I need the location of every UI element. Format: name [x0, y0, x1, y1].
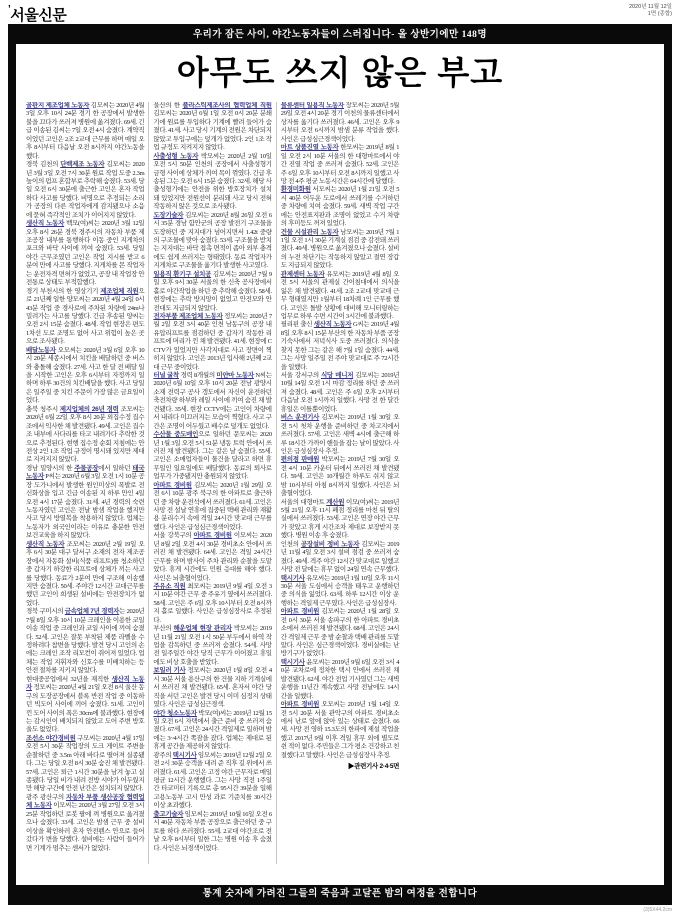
obituary-lead: 건물 시설관리 노동자	[280, 228, 339, 236]
obituary-entry: 도장기술자 김모씨는 2020년 8월 26일 오전 6시 35분 경남 함안군의 공장 발전기 구조물을 도장하던 중 지지대가 넘어지면서 1.42t 중량의 구조물에 맞아 숨졌다. 53세. 구조물을 받치는 지지대는 바닥 접촉 면적이 좁아 외부 충격에도 쉽게 쓰러지는 형태였다. 동료 작업자가 지게차로 구조물을 옮기다 발생한 사고였다.	[153, 211, 272, 270]
obituary-entry: 배달노동자 오모씨는 2020년 3월 6일 오후 10시 20분 세종시에서 치킨을 배달하던 중 버스와 충돌해 숨졌다. 27세. 사고 한 달 전 배달 일을 시작한 고인은 오후 6시부터 자정까지 일하며 하루 30건의 치킨배달을 했다. 사고 당일은 일주일 중 치킨 주문이 가장 많은 금요일이었다.	[26, 346, 145, 405]
obituary-lead: 일용직 환기구 설치공	[153, 270, 212, 278]
obituary-entry: 서울 강서구의 식당 매니저 김모씨는 2019년 10월 14일 오전 1시 마감 정리를 하던 중 쓰러져 숨졌다. 48세. 고인은 주 6일 오후 2시부터 다음날 오전 1시까지 일했다. 사망 전 한 달간 휴일은 이틀뿐이었다.	[280, 372, 400, 413]
obituary-entry: 관제센터 노동자 유모씨는 2019년 4월 8일 오전 5시 서울의 관제실 간이침대에서 의식을 잃은 채 발견됐다. 41세. 2조 2교대 맞교대 근무 형태였지만 1월부터 18차례 1인 근무를 했다. 고인은 돌발 상황에 대비해 모니터링하는 업무로 하루 수면 시간이 3시간에 불과했다.	[280, 270, 400, 320]
obituary-entry: 택시기사 윤모씨는 2019년 9월 6일 오전 3시 40분 교차로에 정차한 택시 안에서 쓰러진 채 발견됐다. 62세. 야간 전업 기사였던 그는 새벽 운행을 11년간 계속했고 사망 전날에도 14시간을 일했다.	[280, 658, 400, 700]
obituary-lead: 조선소 야간경비원	[26, 734, 76, 742]
obituary-lead: 편의점 판매원	[280, 456, 320, 464]
obituary-entry: 현대중공업에서 32년을 재직한 생산직 노동자 정모씨는 2020년 4월 21일 오전 8시 울산 동구의 도장공장에서 블록 반전 작업 중 이동하던 빅도어 사이에 끼어 숨졌다. 51세. 고인이 낀 도어 사이의 폭은 30cm에 불과했다. 현장에는 감시인이 배치되지 않았고 도어 주변 방호울도 없었다.	[26, 675, 145, 734]
obituary-lead: 아파트 경비원	[280, 608, 320, 616]
obituary-lead: 아파트 경비원	[153, 481, 192, 489]
obituary-lead: 태국 노동자	[26, 464, 145, 481]
obituary-lead: 생산직 노동자	[26, 540, 65, 548]
obituary-lead: 버스 운전기사	[280, 414, 320, 422]
obituary-lead: 제조업체 직원	[100, 287, 139, 295]
obituary-entry: 야간 청소노동자 박모(여)씨는 2019년 12월 15일 오전 6시 자택에서 출근 준비 중 쓰러져 숨졌다. 67세. 고인은 24시간 격일제로 일하며 밤에는 3~4시간 쪽잠을 잤다. 업체는 제대로 된 휴게 공간을 제공하지 않았다.	[153, 709, 272, 751]
obituary-lead: 골판지 제조업체 노동자	[26, 102, 90, 109]
obituary-entry: 아파트 경비원 김모씨는 2020년 1월 28일 오전 0시 30분 서울 송파구의 한 아파트 경비초소에서 쓰러진 채 발견됐다. 68세. 고인은 24시간 격일제 근무 중 밤 순찰과 택배 관리를 도맡았다. 사인은 심근경색이었다. 경비실에는 난방기구가 없었다.	[280, 608, 400, 658]
obituary-lead: 미얀마 노동자	[216, 372, 254, 379]
obituary-entry: 광주의 택시기사 임모씨는 2019년 12월 2일 오전 2시 30분 승객을 내려 준 직후 길 위에서 쓰러졌다. 61세. 고인은 고정 야간 근무자로 매일 평균 12시간 운행했다. 그는 사망 직전 1주일간 타코미터 기록으로 총 95시간 39분을 일해 고용노동부 고시 만성 과로 기준치를 30시간 이상 초과했다.	[153, 751, 272, 810]
obituary-entry: 아파트 경비원 김모씨는 2020년 1월 29일 오전 6시 10분 광주 북구의 한 아파트로 출근하던 중 차량 운전석에서 쓰러졌다. 61세. 고인은 사망 전 설날 연휴에 집중된 택배 관리와 재활용 분리수거 속에 격일 24시간 맞교대 근무를 했다. 사인은 급성심근경색이었다.	[153, 481, 272, 531]
obituary-lead: 물류센터 일용직 노동자	[280, 102, 344, 109]
obituary-entry: 경북 김천의 단백제조 노동자 김모씨는 2020년 3월 3일 오전 7시 30분 원료 작업 도중 2.3m 높이의 펌프 혼합부로 추락해 숨졌다. 53세. 당일 오전 6시 30분에 출근한 고인은 혼자 작업하다 사고를 당했다. 비명으로 추정되는 소리가 공장의 다른 작업자에게 감지됐으나 소음에 묻혀 즉각적인 조치가 이어지지 않았다.	[26, 161, 145, 219]
obituary-lead: 주물공장	[74, 464, 99, 472]
obituary-entry: 서울의 대형마트 계산원 이모(여)씨는 2019년 5월 21일 오후 11시 폐점 정리를 마친 뒤 탈의실에서 쓰러졌다. 53세. 고인은 연장 야간 근무가 잦았고 휴게 시간조차 제대로 보장받지 못했다. 병원 이송 후 숨졌다.	[280, 498, 400, 540]
obituary-lead: 플라스틱제조사의 협력업체 직원	[182, 102, 272, 109]
obituary-lead: 관제센터 노동자	[280, 270, 325, 278]
obituary-lead: 전자부품 제조업체 노동자	[153, 312, 223, 320]
obituary-entry: 보일러 기사 정모씨는 2020년 1월 8일 오전 4시 30분 서울 용산구의 한 건물 지하 기계실에서 쓰러진 채 발견됐다. 65세. 혼자서 야간 당직을 서던 고인은 발견 당시 이미 심정지 상태였다. 사인은 급성심근경색.	[153, 667, 272, 709]
article-body	[26, 102, 654, 864]
obituary-lead: 도장기술자	[153, 211, 184, 219]
obituary-lead: 제지업체의 26년 경력	[59, 405, 119, 413]
print-size-note: (3)5X44.2cm	[643, 907, 672, 913]
top-banner: 우리가 잠든 사이, 야간노동자들이 스러집니다- 올 상반기에만 148명	[192, 30, 488, 40]
obituary-entry: 울산의 한 플라스틱제조사의 협력업체 직원 김모씨는 2020년 6월 1일 오전 0시 20분 분쇄기에 원료를 투입하다 기계에 빨려 들어가 숨졌다. 41세. 사고 당시 기계의 전원은 차단되지 않았고 투입구에는 덮개가 없었다. 2인 1조 작업 규정도 지켜지지 않았다.	[153, 102, 272, 152]
obituary-entry: 출고기술자 임모씨는 2019년 10월 16일 오전 6시 40분 자동차 부품 공장으로 출근하던 중 구토를 하다 쓰러졌다. 55세. 2교대 야간조로 전날 오후 8시부터 일한 그는 병원 이송 후 숨졌다. 사인은 뇌경색이었다.	[153, 810, 272, 852]
obituary-lead: 주유소 직원	[153, 582, 186, 590]
edition-info	[629, 4, 672, 18]
obituary-lead: 생산직 노동자	[26, 220, 65, 228]
obituary-entry: 편의점 판매원 박모씨는 2019년 7월 30일 오전 4시 10분 카운터 뒤에서 쓰러진 채 발견됐다. 59세. 고인은 10개월간 하루도 쉬지 않고 밤 10시부터 아침 8시까지 일했다. 사인은 뇌출혈이었다.	[280, 456, 400, 498]
obituary-lead: 식당 매니저	[320, 372, 354, 379]
obituary-entry: 경기 부천시의 한 영상기기 제조업체 직원으로 21년째 일한 양모씨는 2020년 4월 24일 0시 43분 작업 중 경사로에 주차된 차량에 24m나 밀려가는 사고를 당했다. 긴급 후송된 양씨는 오전 2시 15분 숨졌다. 48세. 작업 현장은 편도 1차선 도로 조명도 없어 사고 위험이 높은 곳으로 조사됐다.	[26, 287, 145, 346]
obituary-entry: 아파트 경비원 오모씨는 2019년 1월 14일 오전 5시 20분 서울 관악구의 아파트 경비초소에서 난로 앞에 앉아 있는 상태로 숨졌다. 66세. 사망 전 영하 15.3도의 한파에 제설 작업을 했고 2017년 9월 이후 격일 휴무 외에 별도로 쉰 적이 없다. 주민들은 그가 평소 건강하고 친절했다고 말했다. 사인은 급성심장사 추정.	[280, 701, 400, 759]
obituary-entry: 수산물 중도매인으로 일하던 문모씨는 2020년 1월 3일 오전 5시 51분 냉동 트럭 안에서 쓰러진 채 발견됐다. 그는 같은 날 숨졌다. 55세. 고인은 소매업자들이 물건을 달라고 하면 휴무일인 일요일에도 배달했다. 동료의 퇴사로 업무가 가중됐지만 충원되지 않았다.	[153, 431, 272, 481]
obituary-lead: 환경미화원	[280, 186, 311, 194]
obituary-lead: 마트 상품진열 노동자	[280, 144, 339, 152]
obituary-entry: 필리핀 출신 생산직 노동자 G씨는 2019년 4월 8일 오후 8시 15분 부산의 한 자동차 부품 공장 기숙사에서 저녁식사 도중 쓰러졌다. 의식을 찾지 못한 그는 같은 해 7월 1일 숨졌다. 44세. 그는 사망 일주일 전 주야 맞교대로 주 72시간을 일했다.	[280, 321, 400, 371]
obituary-lead: 아파트 경비원	[193, 532, 232, 540]
obituary-lead: 계산원	[326, 498, 345, 506]
obituary-lead: 택시기사	[280, 574, 305, 582]
obituary-entry: 서울 강북구의 아파트 경비원 이모씨는 2020년 8월 2일 오전 4시 30분 경비초소 안에서 쓰러진 채 발견됐다. 64세. 고인은 격일 24시간 근무를 하며 밤사이 주차 관리와 순찰을 도맡았다. 휴게 시간에도 민원 응대를 해야 했다. 사인은 뇌출혈이었다.	[153, 532, 272, 582]
obituary-entry: 건물 시설관리 노동자 남모씨는 2019년 7월 11일 오전 1시 30분 기계실 점검 중 감전돼 쓰러졌다. 49세. 병원으로 옮겨졌으나 숨졌다. 설비의 누전 차단기는 작동하지 않았고 절연 장갑도 지급되지 않았다.	[280, 228, 400, 270]
obituary-entry: 일용직 환기구 설치공 김모씨는 2020년 7월 9일 오후 9시 30분 서울의 한 신축 공사장에서 홀로 야간작업을 하던 중 추락해 숨졌다. 58세. 현장에는 추락 방지망이 없었고 안전모와 안전대도 지급되지 않았다.	[153, 270, 272, 312]
obituary-entry: 전자부품 제조업체 노동자 정모씨는 2020년 7월 2일 오전 3시 40분 인천 남동구의 공장 내 유압리프트를 점검하던 중 갑자기 작동한 리프트에 머리가 낀 채 발견됐다. 41세. 현장에 CCTV가 있었지만 사각지대로 사고 장면이 찍히지 않았다. 고인은 2013년 입사해 2년째 2교대 근무 중이었다.	[153, 312, 272, 371]
related-articles-note: ▶관련기사 2·4·5면	[347, 763, 400, 771]
masthead	[8, 4, 672, 22]
obituary-entry: 경남 밀양시의 한 주물공장에서 일하던 태국 노동자 P씨는 2020년 6월 3일 오전 1시 10분 공장 도가니에서 발생한 원인미상의 폭발로 전신화상을 입고 긴급 이송된 지 하루 만인 4일 오전 4시 17분 숨졌다. 31세. 4년 경력의 숙련노동자였던 고인은 전날 밤샘 작업을 했지만 사고 당시 방열복을 착용하지 않았다. 업체는 노동자가 외국인이라는 이유로 충분한 안전보건교육을 하지 않았다.	[26, 464, 145, 540]
obituary-entry: 골판지 제조업체 노동자 김모씨는 2020년 4월 3일 오후 10시 24분 경기 한 공장에서 발생한 불을 끄다가 쓰러져 병원에 옮겨졌다. 69세. 긴급 이송된 김씨는 7일 오전 4시 숨졌다. 계약직이었던 고인은 2조 2교대 근무를 하며 매일 오후 8시부터 다음날 오전 8시까지 야간노동을 했다.	[26, 102, 145, 160]
obituary-lead: 터널 굴착	[153, 372, 179, 379]
obituary-lead: 사출성형 노동자	[153, 152, 199, 160]
obituary-entry: 터널 굴착 경력 8개월의 미얀마 노동자 N씨는 2020년 6월 10일 오후 10시 20분 전남 광양시 소재 전력구 공사 갱도에서 자신이 운전하던 축전차량 하부와 레일 사이에 끼여 숨진 채 발견됐다. 35세. 현장 CCTV에는 고인이 차량에서 내리다 미끄러지는 모습이 찍혔다. 사고 구간은 조명이 어두웠고 배수로 덮개도 없었다.	[153, 372, 272, 430]
obituary-entry: 인천의 공장설비 정비 노동자 김모씨는 2019년 11월 4일 오전 3시 설비 점검 중 쓰러져 숨졌다. 49세. 격주 야간 12시간 맞교대로 일했고 사망 전 달에는 휴무 없이 24일 연속 근무했다.	[280, 540, 400, 574]
obituary-entry: 마트 상품진열 노동자 한모씨는 2019년 8월 1일 오전 2시 10분 서울의 한 대형마트에서 야간 진열 작업 중 쓰러져 숨졌다. 52세. 고인은 주 6일 오후 10시부터 오전 8시까지 일했고 사망 전 4주 평균 노동시간은 64시간에 달했다.	[280, 144, 400, 185]
obituary-lead: 해운업체 현장 관리자	[173, 625, 232, 633]
obituary-lead: 배달노동자	[26, 346, 56, 354]
obituary-entry: 버스 운전기사 김모씨는 2019년 1월 30일 오전 5시 첫차 운행을 준비하던 중 차고지에서 쓰러졌다. 57세. 고인은 새벽 4시에 출근해 하루 18시간 가까이 핸들을 잡는 날이 많았다. 사인은 급성심장사 추정.	[280, 414, 400, 455]
article-frame	[8, 24, 672, 905]
newspaper-logo: ’서울신문	[8, 4, 67, 24]
obituary-entry: 생산직 노동자 조모씨는 2020년 2월 19일 오후 6시 30분 대구 달서구 소재의 전자 제조공장에서 자동화 설비(식품 리프트)를 청소하던 중 갑자기 하강한 리프트에 상체가 끼는 사고를 당했다. 동료가 2분여 만에 구조해 이송했지만 숨졌다. 50세. 주야간 12시간 교대근무를 했던 고인이 희생된 설비에는 안전장치가 없었다.	[26, 540, 145, 607]
obituary-lead: 생산직 노동자	[313, 321, 352, 329]
edition-page: 1면 (종합)	[647, 11, 672, 17]
obituary-lead: 단백제조 노동자	[60, 161, 105, 169]
obituary-entry: 조선소 야간경비원 구모씨는 2020년 4월 17일 오전 5시 30분 작업장의 도크 게이트 주변을 순찰하던 중 3.5m 아래 바다로 떨어져 실종됐다. 그는 당일 오전 8시 30분 숨진 채 발견됐다. 57세. 고인은 퇴근 1시간 30분을 남겨 놓고 실종됐다. 당일 비가 내려 전방 시야가 어두웠지만 해당 구간에 안전 난간은 설치되지 않았다.	[26, 734, 145, 793]
edition-date: 2020년 11월 12일	[628, 4, 672, 10]
obituary-entry: 광주 광산구의 자동차 부품 생산공장 협력업체 노동자 이모씨는 2020년 3월 27일 오전 3시 25분 작업하던 로봇 팔에 껴 병원으로 옮겨졌으나 숨졌다. 33세. 고인은 밤샘 근무 중 설비 이상을 확인하러 혼자 안전펜스 안으로 들어갔다가 변을 당했다. 설비에는 사람이 들어가면 기계가 멈추는 센서가 없었다.	[26, 793, 145, 852]
obituary-entry: 물류센터 일용직 노동자 장모씨는 2020년 5월 29일 오전 4시 20분 경기 이천의 물류센터에서 상자를 옮기다 쓰러졌다. 46세. 고인은 오후 9시부터 오전 6시까지 밤샘 분류 작업을 했다. 사인은 급성심근경색이었다.	[280, 102, 400, 143]
article-inner	[16, 44, 664, 885]
obituary-lead: 출고기술자	[153, 810, 184, 818]
page-title: 아무도 쓰지 않은 부고	[176, 54, 504, 91]
obituary-lead: 생산직 노동자	[26, 675, 145, 692]
logo-tick-icon: ’	[8, 4, 11, 15]
obituary-lead: 공장설비 정비 노동자	[300, 540, 360, 548]
obituary-entry: 주유소 직원 최모씨는 2019년 9월 4일 오전 3시 10분 야간 근무 중 주유기 옆에서 쓰러졌다. 58세. 고인은 주 6일 오후 10시부터 오전 8시까지 홀로 일했다. 사인은 급성심장사로 추정된다.	[153, 582, 272, 624]
obituary-entry: 경북 구미시의 금속업체 7년 경력자는 2020년 7월 8일 오후 10시 10분 크레인을 이용한 코일 이송 작업 중 크레인과 코일 사이에 끼여 숨졌다. 52세. 고인은 잘못 부착된 제품 라벨을 수정하려다 참변을 당했다. 발견 당시 고인의 손에는 크레인 조작 리모컨이 쥐어져 있었다. 업체는 작업 지휘자와 신호수를 미배치하는 등 안전 절차를 지키지 않았다.	[26, 608, 145, 675]
obituary-lead: 택시기사	[172, 751, 197, 759]
obituary-entry: 부산의 해운업체 현장 관리자 박모씨는 2019년 11월 21일 오전 1시 50분 부두에서 하역 작업을 감독하던 중 쓰러져 숨졌다. 54세. 사망 전 일주일간 야간 당직 근무가 이어졌고 휴일에도 비상 호출을 받았다.	[153, 625, 272, 666]
obituary-lead: 아파트 경비원	[280, 701, 320, 709]
obituary-lead: 자동차 부품 생산공장 협력업체 노동자	[26, 793, 145, 810]
bottom-banner: 통계 숫자에 가려진 그들의 죽음과 고달픈 밤의 여정을 전합니다	[202, 889, 478, 899]
obituary-lead: 금속업체 7년 경력자	[64, 608, 120, 616]
obituary-lead: 보일러 기사	[153, 667, 186, 675]
obituary-entry: 사출성형 노동자 박모씨는 2020년 2월 10일 오전 5시 50분 인천의 공장에서 사출성형기 금형 사이에 상체가 끼여 목이 꺾였다. 긴급 후송된 그는 오전 6시 15분 숨졌다. 32세. 해당 사출성형기에는 안전을 위한 방호장치가 설치돼 있었지만 전원선이 분리돼 사고 당시 전혀 작동하지 않은 것으로 조사됐다.	[153, 152, 272, 211]
obituary-entry: 택시기사 유모씨는 2019년 1월 10일 오후 11시 30분 서울 도심에서 승객을 태우고 운행하던 중 의식을 잃었다. 63세. 하루 12시간 이상 운행하는 격일제 근무였다. 사인은 급성심장사.	[280, 574, 400, 607]
obituary-entry: 충북 청주시 제지업체의 26년 경력 조모씨는 2020년 6월 22일 오후 8시 20분 외집수정 집수조에서 익사한 채 발견됐다. 49세. 고인은 집수조 내부에 사다리를 타고 내려가다 추락한 것으로 추정된다. 현행 집수정 순회 지침에는 안전상 2인 1조 작업 규정이 명시돼 있지만 제대로 지켜지지 않았다.	[26, 405, 145, 464]
obituary-lead: 택시기사	[280, 658, 305, 666]
obituary-lead: 야간 청소노동자	[153, 709, 197, 717]
obituary-entry: 생산직 노동자 백모(여)씨는 2020년 3월 12일 오후 8시 26분 경북 경주시의 자동차 부품 제조공장 내부를 통행하다 이동 중인 지게차의 포크와 바닥 사이에 끼여 숨졌다. 53세. 당일 야간 근무조였던 고인은 작업 지시를 받고 6분여 만에 사고를 당했다. 지게차를 몬 작업자는 운전자격 면허가 없었고, 공장 내 작업장 안전통로 상태도 부적합했다.	[26, 220, 145, 287]
obituary-lead: 수산물 중도매인	[153, 431, 199, 439]
obituary-entry: 환경미화원 서모씨는 2020년 1월 21일 오전 5시 40분 어두운 도로에서 쓰레기를 수거하던 중 차량에 치여 숨졌다. 59세. 새벽 작업 구간에는 안전표지판과 조명이 없었고 수거 차량의 후미등도 꺼져 있었다.	[280, 186, 400, 228]
